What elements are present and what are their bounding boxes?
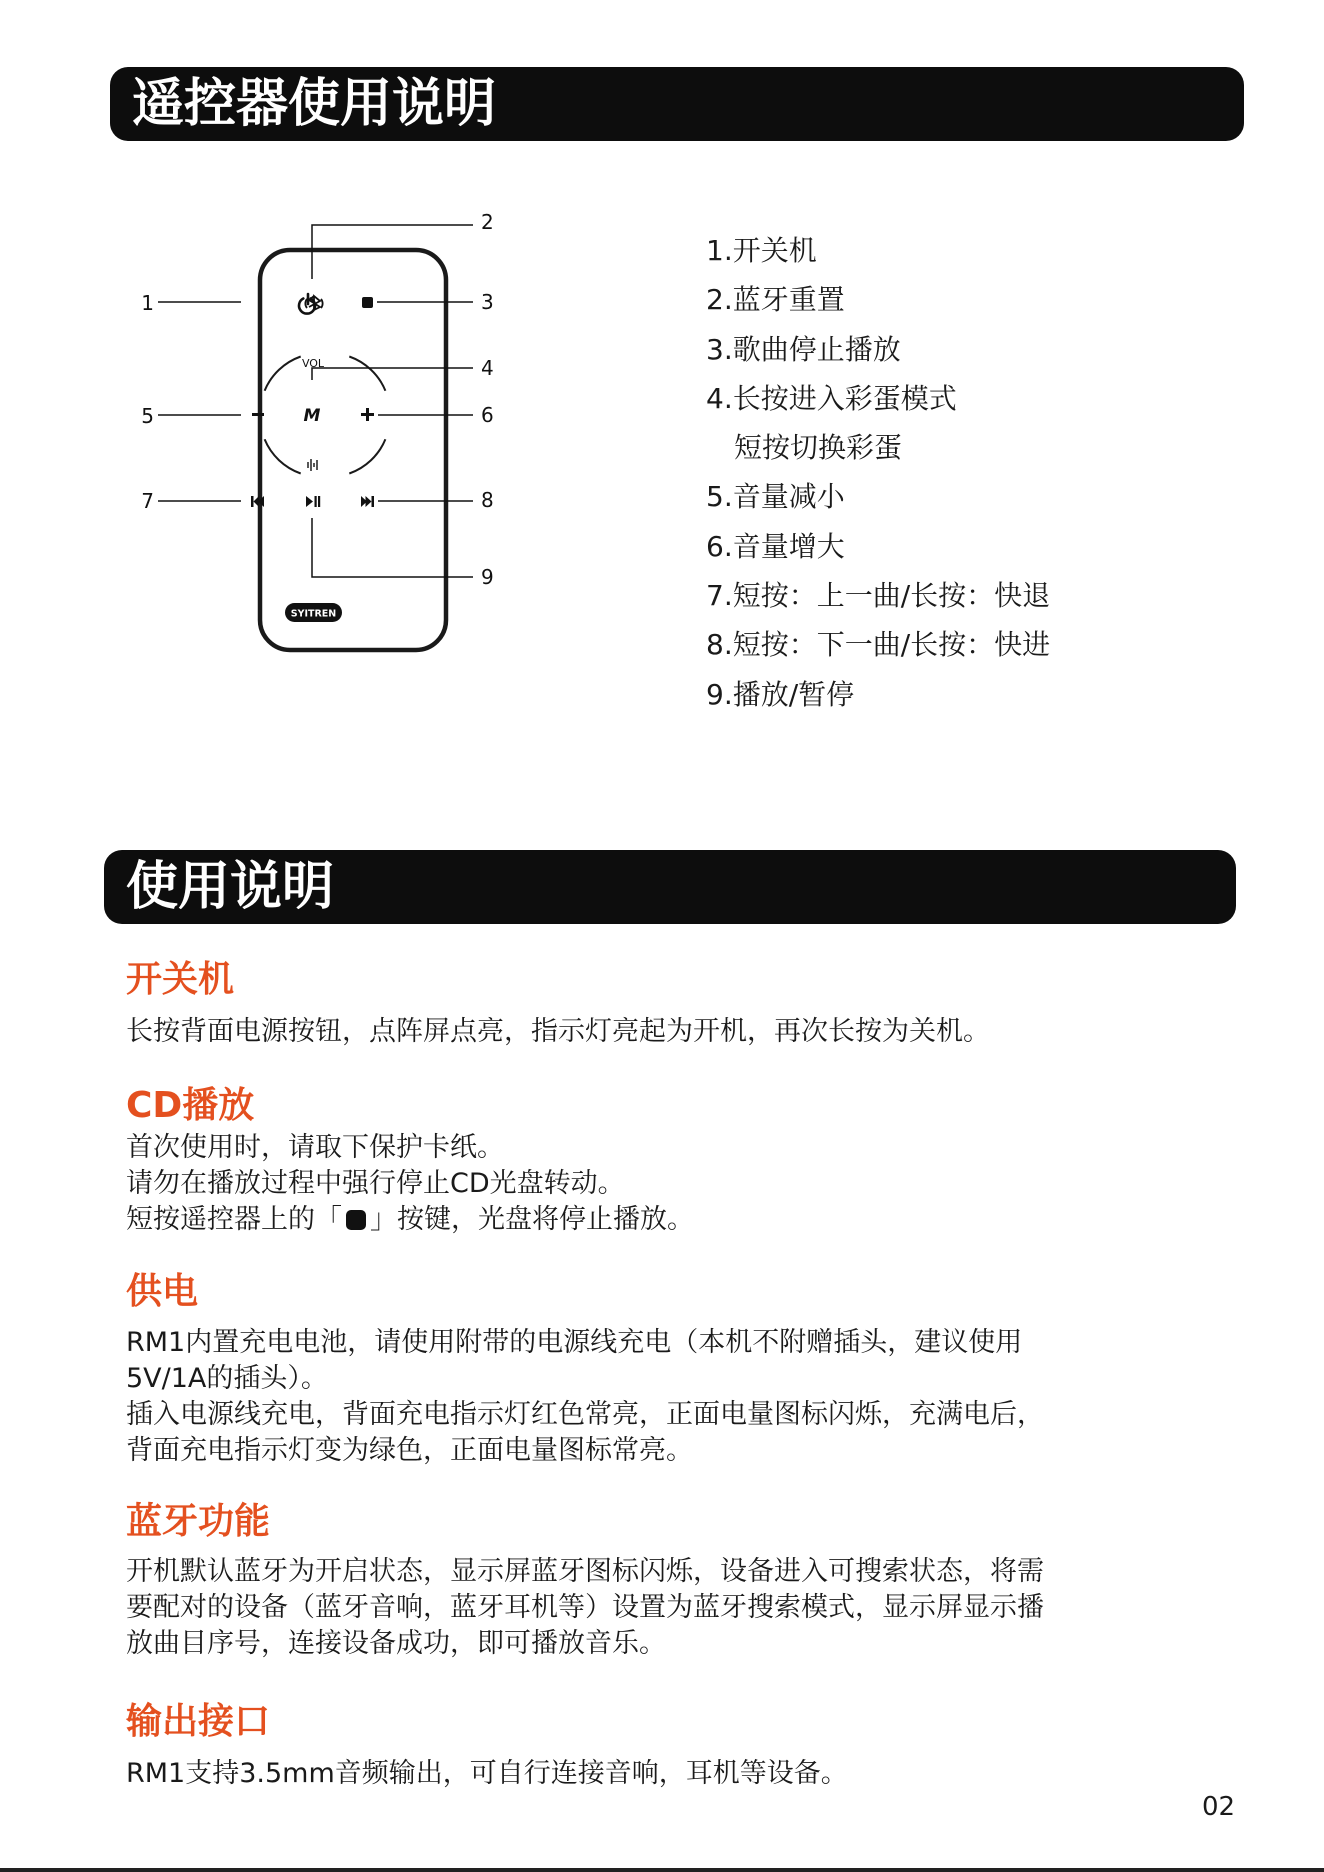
cd-text-line: 请勿在播放过程中强行停止CD光盘转动。 <box>126 1168 625 1200</box>
usage-instructions-banner <box>104 850 1236 924</box>
bottom-rule <box>0 1868 1324 1872</box>
bluetooth-text-line: 要配对的设备（蓝牙音响，蓝牙耳机等）设置为蓝牙搜索模式，显示屏显示播 <box>126 1592 1044 1624</box>
remote-instructions-title: 遥控器使用说明 <box>132 74 497 134</box>
cd-line3-prefix: 短按遥控器上的「 <box>126 1204 342 1236</box>
cd-text-line: 首次使用时，请取下保护卡纸。 <box>126 1132 504 1164</box>
bluetooth-text-line: 开机默认蓝牙为开启状态，显示屏蓝牙图标闪烁，设备进入可搜索状态，将需 <box>126 1556 1044 1588</box>
remote-diagram <box>140 200 620 740</box>
volume-down-icon <box>252 413 264 416</box>
bluetooth-heading: 蓝牙功能 <box>126 1501 271 1542</box>
callout-number: 6 <box>481 403 494 427</box>
legend-item: 3.歌曲停止播放 <box>706 332 901 366</box>
legend-item: 6.音量增大 <box>706 529 845 563</box>
output-heading: 输出接口 <box>126 1701 271 1742</box>
callout-number: 9 <box>481 565 494 589</box>
bluetooth-text-line: 放曲目序号，连接设备成功，即可播放音乐。 <box>126 1628 666 1660</box>
power-text: 长按背面电源按钮，点阵屏点亮，指示灯亮起为开机，再次长按为关机。 <box>126 1016 990 1048</box>
callout-number: 1 <box>141 291 154 315</box>
output-section <box>126 1700 1206 1792</box>
callout-number: 3 <box>481 290 494 314</box>
stop-icon <box>362 297 373 308</box>
legend-item: 5.音量减小 <box>706 480 845 514</box>
cd-text-line <box>126 1202 1206 1238</box>
legend-item: 短按切换彩蛋 <box>734 431 903 465</box>
bluetooth-section <box>126 1500 1206 1662</box>
power-supply-text-line: RM1内置充电电池，请使用附带的电源线充电（本机不附赠插头，建议使用 <box>126 1327 1023 1359</box>
usage-instructions-title: 使用说明 <box>126 857 335 917</box>
callout-number: 4 <box>481 356 494 380</box>
vol-label: VOL <box>301 357 325 370</box>
cd-heading: CD播放 <box>126 1085 255 1126</box>
page-number: 02 <box>1202 1792 1236 1822</box>
legend-item: 4.长按进入彩蛋模式 <box>706 381 957 415</box>
output-text: RM1支持3.5mm音频输出，可自行连接音响，耳机等设备。 <box>126 1758 848 1790</box>
legend-item: 8.短按：下一曲/长按：快进 <box>706 628 1051 662</box>
cd-line3-suffix: 」按键，光盘将停止播放。 <box>370 1204 694 1236</box>
legend-item: 9.播放/暂停 <box>706 677 855 711</box>
legend-item: 1.开关机 <box>706 234 817 267</box>
callout-number: 5 <box>141 404 154 428</box>
power-supply-section <box>126 1270 1206 1469</box>
power-supply-heading: 供电 <box>126 1271 199 1312</box>
legend-item: 2.蓝牙重置 <box>706 283 845 317</box>
power-supply-text-line: 5V/1A的插头）。 <box>126 1363 328 1395</box>
callout-number: 2 <box>481 210 494 234</box>
callout-number: 8 <box>481 488 494 512</box>
remote-button-legend <box>706 226 1050 719</box>
remote-instructions-banner <box>110 67 1244 141</box>
mode-m-label: M <box>303 406 321 426</box>
power-supply-text-line: 插入电源线充电，背面充电指示灯红色常亮，正面电量图标闪烁，充满电后， <box>126 1399 1044 1431</box>
remote-body <box>260 250 446 650</box>
brand-label: SYITREN <box>290 608 337 620</box>
power-section <box>126 958 1206 1050</box>
stop-icon <box>346 1210 366 1230</box>
power-supply-text-line: 背面充电指示灯变为绿色，正面电量图标常亮。 <box>126 1435 693 1467</box>
cd-section <box>126 1084 1206 1238</box>
callout-number: 7 <box>141 489 154 513</box>
legend-item: 7.短按：上一曲/长按：快退 <box>706 579 1051 613</box>
power-heading: 开关机 <box>126 959 235 1000</box>
